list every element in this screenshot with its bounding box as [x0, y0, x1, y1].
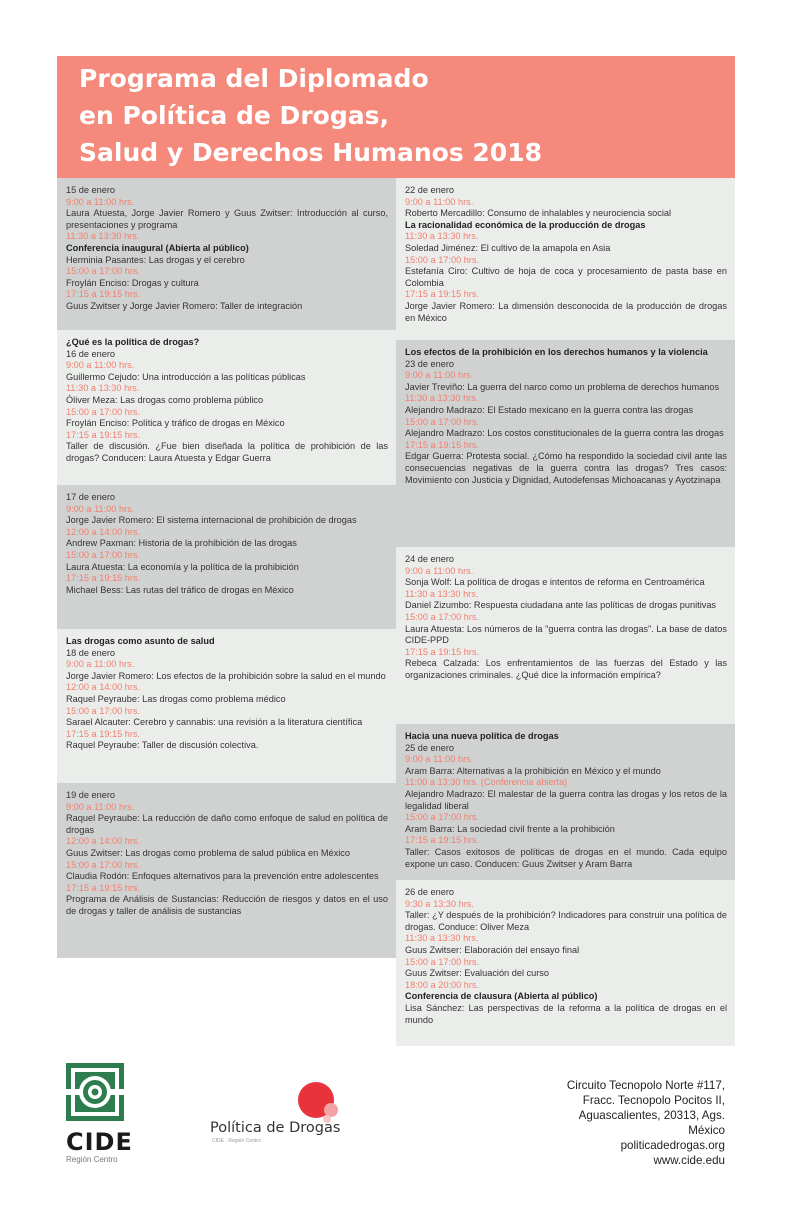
session-description: Lisa Sánchez: Las perspectivas de la reforma a la política de drogas en el mundo — [405, 1002, 727, 1025]
session-description: Froylán Enciso: Drogas y cultura — [66, 277, 199, 288]
session-date: 23 de enero — [405, 358, 455, 369]
session-description: Alejandro Madrazo: Los costos constitucionales de la guerra contra las drogas — [405, 428, 724, 439]
session-time: 17:15 a 19:15 hrs. — [405, 439, 480, 450]
address-line: Circuito Tecnopolo Norte #117, — [566, 1079, 725, 1092]
session-date: 19 de enero — [66, 790, 116, 800]
session-time: 9:00 a 11:00 hrs. — [66, 659, 135, 670]
pd-name: Política de Drogas — [210, 1120, 341, 1136]
section-heading: La racionalidad económica de la producción de drogas — [405, 219, 646, 230]
session-description: Daniel Zizumbo: Respuesta ciudadana ante las políticas de drogas punitivas — [405, 600, 717, 611]
address-block — [567, 1078, 725, 1169]
section-heading: Conferencia de clausura (Abierta al público) — [405, 991, 598, 1002]
session-time: 12:00 a 14:00 hrs. — [66, 682, 141, 693]
session-description: Guillermo Cejudo: Una introducción a las políticas públicas — [66, 371, 306, 382]
session-time: 15:00 a 17:00 hrs. — [66, 859, 141, 870]
session-time: 17:15 a 19:15 hrs. — [66, 573, 141, 584]
session-time: 11:30 a 13:30 hrs. — [405, 588, 479, 599]
section-heading: ¿Qué es la política de drogas? — [66, 337, 200, 347]
title-line-2: en Política de Drogas, — [79, 101, 389, 130]
session-description: Sarael Alcauter: Cerebro y cannabis: una revisión a la literatura científica — [66, 717, 363, 728]
session-time: 9:30 a 13:30 hrs. — [405, 898, 474, 909]
cide-logo — [66, 1063, 132, 1164]
session-time: 9:00 a 11:00 hrs. — [405, 565, 474, 576]
session-description: Guus Zwitser y Jorge Javier Romero: Taller de integración — [66, 300, 303, 311]
session-time: 15:00 a 17:00 hrs. — [405, 956, 480, 967]
session-description: Raquel Peyraube: Taller de discusión colectiva. — [66, 740, 259, 751]
session-description: Jorge Javier Romero: La dimensión desconocida de la producción de drogas en México — [405, 300, 727, 323]
session-description: Edgar Guerra: Protesta social. ¿Cómo ha respondido la sociedad civil ante las consecuencias negativas de la guerra contra las drogas? Tres casos: Movimiento con Justicia y Dignidad, Autodefensas Michoacanas y Ayotzinapa — [405, 451, 727, 485]
session-description: Estefanía Ciro: Cultivo de hoja de coca y procesamiento de pasta base en Colombia — [405, 266, 727, 288]
circles-logo-icon — [290, 1080, 350, 1124]
session-description: Laura Atuesta, Jorge Javier Romero y Guus Zwitser: Introducción al curso, presentaciones y programa — [66, 208, 388, 230]
session-date: 22 de enero — [405, 185, 455, 195]
session-description: Jorge Javier Romero: Los efectos de la prohibición sobre la salud en el mundo — [66, 670, 386, 681]
session-time: 15:00 a 17:00 hrs. — [405, 416, 480, 427]
session-time: 17:15 a 19:15 hrs. — [405, 646, 480, 657]
section-heading: Las drogas como asunto de salud — [66, 636, 215, 646]
day-block — [57, 330, 396, 485]
session-description: Laura Atuesta: Los números de la "guerra contra las drogas". La base de datos CIDE-PPD — [405, 623, 727, 646]
session-time: 9:00 a 11:00 hrs. — [405, 370, 474, 381]
address-line: Fracc. Tecnopolo Pocitos II, — [582, 1094, 725, 1108]
session-time: 18:00 a 20:00 hrs. — [405, 979, 480, 990]
session-description: Alejandro Madrazo: El Estado mexicano en la guerra contra las drogas — [405, 404, 694, 415]
session-description: Guus Zwitser: Evaluación del curso — [405, 968, 549, 979]
session-time: 17:15 a 19:15 hrs. — [66, 882, 141, 893]
session-description: Aram Barra: Alternativas a la prohibición en México y el mundo — [405, 765, 661, 776]
session-description: Óliver Meza: Las drogas como problema público — [66, 394, 264, 405]
session-description: Rebeca Calzada: Los enfrentamientos de las fuerzas del Estado y las organizaciones criminales. ¿Qué dice la información empírica? — [405, 658, 727, 680]
session-time: 9:00 a 11:00 hrs. — [66, 196, 135, 207]
session-description: Laura Atuesta: La economía y la política de la prohibición — [66, 561, 299, 572]
session-time: 11:00 a 13:30 hrs. (Conferencia abierta) — [405, 777, 568, 788]
pd-subtitle: CIDE · Región Centro — [212, 1138, 261, 1144]
session-date: 25 de enero — [405, 742, 455, 753]
section-heading: Conferencia inaugural (Abierta al público) — [66, 242, 249, 253]
session-time: 15:00 a 17:00 hrs. — [405, 611, 480, 622]
session-description: Roberto Mercadillo: Consumo de inhalables y neurociencia social — [405, 208, 672, 219]
day-block — [57, 178, 396, 330]
day-block — [57, 629, 396, 783]
session-description: Sonja Wolf: La política de drogas e intentos de reforma en Centroamérica — [405, 577, 705, 588]
session-time: 17:15 a 19:15 hrs. — [66, 728, 141, 739]
session-time: 12:00 a 14:00 hrs. — [66, 836, 141, 847]
session-description: Raquel Peyraube: Las drogas como problema médico — [66, 693, 286, 704]
session-description: Jorge Javier Romero: El sistema internacional de prohibición de drogas — [66, 515, 357, 526]
session-description: Raquel Peyraube: La reducción de daño como enfoque de salud en política de drogas — [66, 813, 388, 835]
session-time: 15:00 a 17:00 hrs. — [66, 705, 141, 716]
session-description: Aram Barra: La sociedad civil frente a la prohibición — [405, 823, 615, 834]
day-block — [396, 880, 735, 1046]
session-time: 11:30 a 13:30 hrs. — [405, 933, 479, 944]
session-date: 24 de enero — [405, 554, 455, 564]
session-description: Taller: ¿Y después de la prohibición? Indicadores para construir una política de drogas. Conduce: Oliver Meza — [405, 910, 727, 932]
title-line-1: Programa del Diplomado — [79, 64, 429, 93]
website-link[interactable]: www.cide.edu — [653, 1154, 725, 1168]
address-line: Aguascalientes, 20313, Ags. — [578, 1109, 725, 1123]
title-banner — [57, 56, 735, 178]
session-description: Programa de Análisis de Sustancias: Reducción de riesgos y datos en el uso de drogas y taller de análisis de sustancias — [66, 894, 388, 916]
session-description: Javier Treviño: La guerra del narco como un problema de derechos humanos — [405, 381, 720, 392]
session-description: Michael Bess: Las rutas del tráfico de drogas en México — [66, 584, 294, 595]
session-date: 15 de enero — [66, 185, 116, 195]
session-time: 15:00 a 17:00 hrs. — [405, 254, 480, 265]
day-block — [396, 724, 735, 880]
address-line: México — [688, 1124, 725, 1138]
session-date: 17 de enero — [66, 492, 116, 502]
section-heading: Los efectos de la prohibición en los derechos humanos y la violencia — [405, 347, 708, 357]
section-heading: Hacia una nueva política de drogas — [405, 731, 559, 741]
session-time: 15:00 a 17:00 hrs. — [405, 812, 480, 823]
session-description: Taller: Casos exitosos de políticas de drogas en el mundo. Cada equipo expone un caso. Conducen: Guus Zwitser y Aram Barra — [405, 846, 727, 869]
session-time: 12:00 a 14:00 hrs. — [66, 526, 141, 537]
session-time: 11:30 a 13:30 hrs. — [405, 231, 479, 242]
session-time: 15:00 a 17:00 hrs. — [66, 549, 141, 560]
session-description: Froylán Enciso: Política y tráfico de drogas en México — [66, 418, 285, 429]
day-block — [57, 485, 396, 629]
session-time: 9:00 a 11:00 hrs. — [405, 754, 474, 765]
session-date: 18 de enero — [66, 647, 116, 658]
session-description: Guus Zwitser: Las drogas como problema de salud pública en México — [66, 847, 350, 858]
schedule-left-column — [57, 178, 396, 958]
session-time: 9:00 a 11:00 hrs. — [66, 801, 135, 812]
session-description: Alejandro Madrazo: El malestar de la guerra contra las drogas y los retos de la legalidad liberal — [405, 788, 727, 811]
session-time: 15:00 a 17:00 hrs. — [66, 266, 141, 277]
session-time: 11:30 a 13:30 hrs. — [66, 383, 140, 394]
cide-emblem-icon — [66, 1063, 124, 1121]
session-time: 17:15 a 19:15 hrs. — [405, 835, 480, 846]
session-description: Herminia Pasantes: Las drogas y el cerebro — [66, 254, 245, 265]
session-time: 9:00 a 11:00 hrs. — [66, 503, 135, 514]
session-time: 17:15 a 19:15 hrs. — [66, 289, 141, 300]
session-time: 11:30 a 13:30 hrs. — [405, 393, 479, 404]
day-block — [57, 783, 396, 958]
session-time: 9:00 a 11:00 hrs. — [405, 196, 474, 207]
day-block — [396, 340, 735, 547]
cide-region: Región Centro — [66, 1155, 118, 1164]
session-description: Andrew Paxman: Historia de la prohibición de las drogas — [66, 538, 297, 549]
session-description: Guus Zwitser: Elaboración del ensayo final — [405, 944, 580, 955]
cide-name: CIDE — [66, 1128, 133, 1156]
session-date: 16 de enero — [66, 348, 116, 359]
schedule-right-column — [396, 178, 735, 1046]
session-description: Claudia Rodón: Enfoques alternativos para la prevención entre adolescentes — [66, 871, 379, 882]
website-link[interactable]: politicadedrogas.org — [620, 1139, 725, 1153]
session-description: Soledad Jiménez: El cultivo de la amapola en Asia — [405, 242, 611, 253]
session-time: 17:15 a 19:15 hrs. — [66, 429, 141, 440]
title-line-3: Salud y Derechos Humanos 2018 — [79, 138, 542, 167]
session-time: 17:15 a 19:15 hrs. — [405, 289, 480, 300]
session-time: 9:00 a 11:00 hrs. — [66, 360, 135, 371]
day-block — [396, 178, 735, 340]
day-block — [396, 547, 735, 724]
session-time: 15:00 a 17:00 hrs. — [66, 406, 141, 417]
session-time: 11:30 a 13:30 hrs. — [66, 231, 140, 242]
session-date: 26 de enero — [405, 887, 455, 897]
session-description: Taller de discusión. ¿Fue bien diseñada la política de prohibición de las drogas? Conducen: Laura Atuesta y Edgar Guerra — [66, 441, 388, 463]
